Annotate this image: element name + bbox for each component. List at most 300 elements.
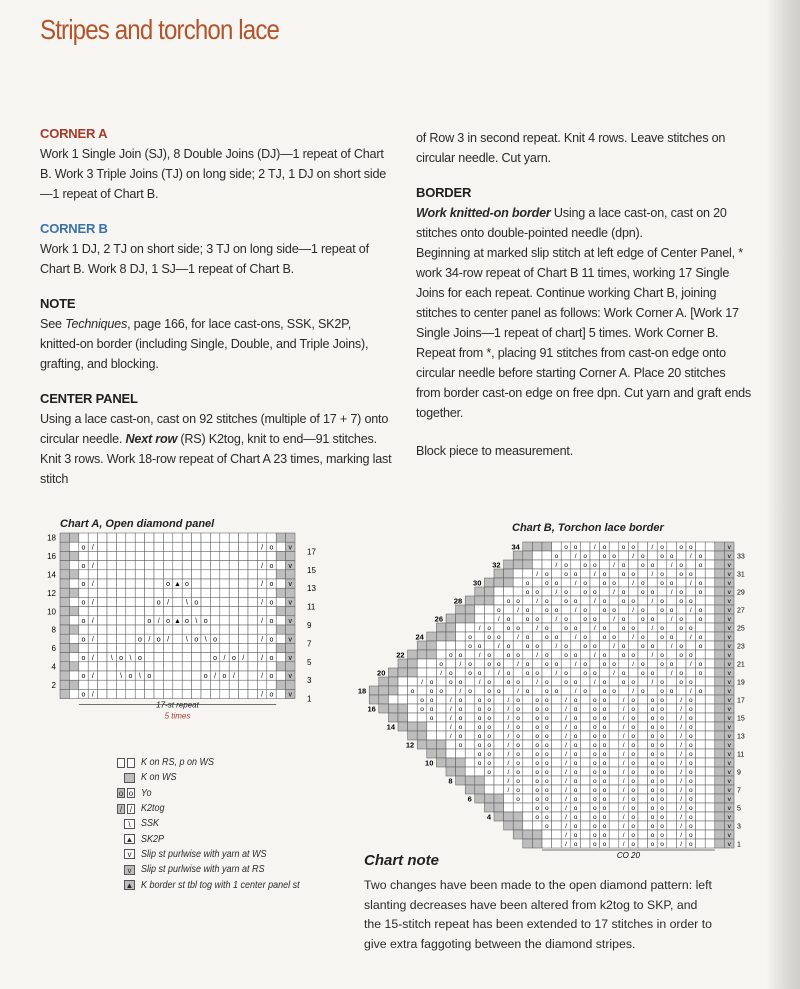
chart-b-symbol: o [583,661,588,669]
chart-b-cell [705,731,715,740]
chart-a-cell [210,561,219,570]
chart-b-cell [638,776,648,785]
chart-b-cell [523,830,533,839]
chart-b-cell [552,767,562,776]
chart-b-symbol: o [592,643,597,651]
chart-b-slip-symbol: v [727,715,731,723]
chart-a-cell [182,671,191,680]
chart-b-symbol: o [660,787,664,795]
chart-b-cell [465,740,475,749]
chart-b-symbol: / [449,715,452,723]
chart-b-cell [580,758,590,767]
chart-b-cell [667,803,677,812]
chart-b-cell [715,623,725,632]
chart-b-cell [715,551,725,560]
chart-b-symbol: o [660,598,664,606]
chart-a-cell [60,561,69,570]
chart-a-cell [116,616,125,625]
chart-b-symbol: o [592,832,597,840]
chart-b-cell [427,722,437,731]
chart-b-cell [494,758,504,767]
legend-label: K on WS [141,772,177,784]
chart-b-cell [705,587,715,596]
chart-b-cell [523,803,533,812]
chart-b-cell [705,551,715,560]
chart-a-cell [116,607,125,616]
chart-b-symbol: o [525,688,530,696]
chart-a-cell [163,542,172,551]
chart-b-symbol: / [622,778,625,786]
chart-a-cell [163,588,172,597]
chart-b-cell [705,542,715,551]
chart-a-cell [257,570,266,579]
chart-b-symbol: o [650,742,655,750]
chart-b-symbol: o [621,544,626,552]
chart-b-symbol: o [660,715,664,723]
chart-b-symbol: o [583,616,588,624]
chart-a-cell [257,533,266,542]
chart-b-symbol: / [651,571,654,579]
chart-b-symbol: o [592,769,597,777]
chart-b-symbol: / [622,742,625,750]
chart-a-cell [60,653,69,662]
chart-b-symbol: o [592,562,597,570]
chart-a-cell [220,588,229,597]
chart-b-symbol: / [459,661,462,669]
chart-b-cell [715,614,725,623]
chart-b-cell [638,695,648,704]
chart-a-cell [201,588,210,597]
chart-a-cell [276,616,285,625]
chart-b-symbol: o [592,805,597,813]
chart-b-cell [532,659,542,668]
chart-a-cell [126,579,135,588]
chart-b-cell [494,587,504,596]
chart-a-cell [60,616,69,625]
chart-b-cell [532,578,542,587]
chart-a-symbol: o [128,673,133,681]
chart-a-symbol: / [167,636,170,644]
chart-a-cell [107,561,116,570]
legend-label: K border st tbl tog with 1 center panel st [141,879,300,891]
chart-b-symbol: o [535,616,540,624]
chart-a-cell [210,689,219,698]
chart-b-cell [475,614,485,623]
chart-a-cell [220,643,229,652]
chart-a-cell [192,607,201,616]
chart-b-symbol: / [507,778,510,786]
chart-b-cell [552,839,562,848]
chart-a-cell [154,561,163,570]
chart-b-cell [523,551,533,560]
chart-b-symbol: o [602,751,607,759]
chart-b-cell [609,821,619,830]
chart-b-symbol: o [660,823,664,831]
chart-a-cell [69,671,78,680]
chart-a-cell [145,643,154,652]
chart-a-cell [173,551,182,560]
chart-b-slip-symbol: v [727,724,731,732]
chart-b-cell [667,776,677,785]
chart-b-cell [657,587,667,596]
legend-symbol-box: ▲ [125,835,134,845]
chart-b-cell [523,758,533,767]
chart-b-slip-symbol: v [727,796,731,804]
chart-b-cell [580,749,590,758]
chart-b-symbol: o [621,679,626,687]
chart-a-cell [248,680,257,689]
chart-b-cell [417,731,427,740]
chart-b-cell [446,659,456,668]
chart-b-cell [628,560,638,569]
chart-b-cell [696,569,706,578]
chart-b-cell [696,812,706,821]
chart-a-cell [257,643,266,652]
chart-a-cell [60,597,69,606]
chart-a-symbol: o [147,618,152,625]
chart-b-cell [580,596,590,605]
chart-b-symbol: o [525,607,530,615]
chart-a-cell [98,570,107,579]
chart-a-cell [229,561,238,570]
chart-b-cell [427,632,437,641]
chart-b-symbol: o [544,814,549,822]
chart-b-cell [705,641,715,650]
chart-a-symbol: o [184,581,189,589]
chart-a-cell [126,662,135,671]
chart-b-cell [475,587,485,596]
chart-a-cell [79,570,88,579]
chart-b-cell [715,785,725,794]
chart-a-cell [220,570,229,579]
chart-b-cell [648,551,658,560]
chart-b-symbol: o [602,841,607,849]
chart-b-cell [715,560,725,569]
chart-a-symbol: o [166,618,171,625]
chart-b-symbol: o [487,751,492,759]
chart-a-cell [126,616,135,625]
chart-a-symbol: o [222,673,227,681]
chart-b-cell [667,758,677,767]
chart-a-cell [173,597,182,606]
chart-b-cell [494,704,504,713]
chart-b-row-label: 12 [405,740,415,750]
chart-a-cell [60,625,69,634]
chart-b-row-label: 9 [737,769,741,777]
chart-b-cell [484,776,494,785]
legend-symbol [117,865,135,875]
chart-b-cell [465,749,475,758]
chart-b-cell [667,749,677,758]
chart-a-slip-symbol: v [288,581,293,589]
chart-a-cell [116,533,125,542]
chart-a-cell [229,607,238,616]
chart-a-cell [229,579,238,588]
chart-a-symbol: o [269,599,274,607]
chart-b-symbol: o [458,742,463,750]
chart-b-cell [494,776,504,785]
chart-b-cell [398,659,408,668]
chart-note-heading: Chart note [364,852,439,869]
chart-a-cell [116,579,125,588]
chart-b-cell [696,821,706,830]
chart-a-cell [69,561,78,570]
chart-b-symbol: o [573,787,578,795]
chart-b-symbol: / [507,697,510,705]
chart-b-symbol: o [660,634,664,642]
chart-b-cell [494,803,504,812]
chart-a-cell [88,662,97,671]
chart-b-symbol: o [621,625,626,633]
chart-b-symbol: o [506,670,511,678]
chart-b-symbol: o [631,715,636,723]
chart-b-cell [580,812,590,821]
chart-b-cell [552,569,562,578]
chart-b-symbol: o [612,553,616,561]
chart-b-cell [542,551,552,560]
chart-b-cell [465,650,475,659]
chart-b-symbol: / [651,598,654,606]
chart-a-cell [135,689,144,698]
chart-b-slip-symbol: v [727,598,731,606]
chart-a-cell [145,542,154,551]
chart-b-symbol: o [458,679,463,687]
chart-b-row-label: 28 [453,596,463,606]
chart-b-symbol: o [544,724,549,732]
chart-b-cell [456,623,466,632]
chart-b-symbol: o [583,589,588,597]
chart-b-symbol: o [535,796,540,804]
chart-b-symbol: / [593,598,596,606]
chart-b-symbol: o [688,625,693,633]
chart-b-symbol: o [525,634,530,642]
chart-a-cell [210,542,219,551]
chart-b-symbol: / [517,688,519,696]
chart-a-cell [276,570,285,579]
chart-a-cell [163,561,172,570]
chart-a-row-label: 8 [51,625,56,635]
chart-b-cell [609,794,619,803]
chart-a-cell [201,643,210,652]
chart-a-symbol: \ [185,599,188,607]
chart-b-symbol: / [517,607,519,615]
chart-b-cell [609,623,619,632]
chart-a-cell [60,689,69,698]
chart-b-cell [619,551,629,560]
chart-b-slip-symbol: v [727,742,731,750]
chart-a-cell [239,689,248,698]
chart-a-cell [126,533,135,542]
chart-b-symbol: o [592,823,597,831]
chart-a-row-label: 11 [307,602,316,612]
chart-a-row-label: 12 [47,588,56,598]
chart-b-symbol: o [573,697,578,705]
chart-b-cell [446,641,456,650]
chart-b-cell [580,776,590,785]
chart-a-cell [69,634,78,643]
chart-a-cell [126,570,135,579]
chart-b-cell [609,677,619,686]
chart-b-cell [494,749,504,758]
chart-b-symbol: o [573,706,578,714]
chart-b-cell [504,578,514,587]
chart-b-cell [494,695,504,704]
chart-b-cell [609,731,619,740]
chart-b-symbol: o [506,598,511,606]
chart-b-slip-symbol: v [727,697,731,705]
chart-a-cell [107,643,116,652]
chart-b-symbol: o [640,634,645,642]
chart-a-cell [248,662,257,671]
chart-a-symbol: o [137,636,142,644]
chart-b-symbol: o [650,841,655,849]
chart-b-row-label: 32 [492,560,501,570]
chart-b-cell [552,695,562,704]
chart-b-symbol: / [680,697,683,705]
chart-a-slip-symbol: v [288,618,293,625]
chart-b-cell [667,542,677,551]
chart-b-symbol: o [583,580,588,588]
chart-b-cell [580,677,590,686]
chart-b-cell [494,677,504,686]
chart-a-row-label: 14 [47,570,56,580]
chart-a-cell [239,680,248,689]
chart-b-symbol: / [555,616,558,624]
chart-a-cell [248,570,257,579]
chart-b-symbol: o [650,697,655,705]
chart-b-cell [696,731,706,740]
chart-a-cell [182,643,191,652]
chart-b-symbol: / [689,553,692,561]
chart-a-cell [145,579,154,588]
chart-b-cell [484,605,494,614]
legend-symbol [117,758,135,768]
chart-a-cell [210,680,219,689]
chart-b-cell [446,686,456,695]
chart-a-symbol: / [91,599,94,607]
chart-b-symbol: o [621,670,626,678]
chart-b-cell [513,641,523,650]
chart-a-symbol: / [214,673,217,681]
chart-b-row-label: 17 [737,697,745,705]
chart-b-cell [436,623,446,632]
chart-b-cell [552,740,562,749]
chart-a-cell [276,662,285,671]
chart-a-cell [239,542,248,551]
chart-b-symbol: o [573,571,578,579]
chart-b-cell [379,695,389,704]
chart-b-symbol: / [565,706,567,714]
chart-b-cell [523,623,533,632]
chart-b-cell [513,569,523,578]
chart-a-grid [60,533,295,699]
chart-b-cell [475,632,485,641]
chart-b-symbol: o [516,796,520,804]
right-column [416,128,752,461]
chart-b-cell [609,830,619,839]
chart-a-cell [192,671,201,680]
legend-label: Slip st purlwise with yarn at RS [141,864,265,876]
chart-b-symbol: o [660,778,664,786]
chart-b-symbol: o [516,742,520,750]
chart-b-symbol: / [565,814,567,822]
chart-b-cell [638,821,648,830]
chart-b-cell [705,767,715,776]
chart-b-symbol: o [535,778,540,786]
chart-a-symbol: / [232,673,235,681]
chart-b-symbol: o [669,607,674,615]
chart-b-cell [542,668,552,677]
chart-a-cell [145,662,154,671]
chart-b-symbol: o [544,688,549,696]
chart-b-symbol: o [573,652,578,660]
chart-b-cell [388,713,398,722]
chart-b-cell [523,776,533,785]
note-text: See Techniques, page 166, for lace cast-ons, SSK, SK2P, knitted-on border (including Single, Double, and Triple Joins), grafting, and blocking. [40,317,369,371]
chart-a-row-label: 18 [47,533,56,543]
chart-b-symbol: / [680,814,683,822]
chart-b-symbol: o [525,589,530,597]
chart-b-symbol: o [516,715,520,723]
chart-b-cell [705,578,715,587]
chart-b-symbol: o [602,706,607,714]
chart-a-cell [192,579,201,588]
chart-b-cell [580,650,590,659]
chart-b-symbol: o [602,598,607,606]
chart-b-cell [436,641,446,650]
chart-a-cell [201,662,210,671]
chart-b-symbol: o [420,697,424,705]
chart-b-symbol: o [660,769,664,777]
chart-a-symbol: o [269,562,274,570]
chart-a-cell [192,588,201,597]
chart-b-symbol: o [621,571,626,579]
chart-b-cell [705,704,715,713]
chart-b-cell [696,758,706,767]
chart-b-slip-symbol: v [727,625,731,633]
chart-b-symbol: o [573,715,578,723]
chart-b-cell [571,668,581,677]
chart-b-symbol: / [536,598,539,606]
chart-a-cell [69,597,78,606]
chart-b-symbol: o [487,706,492,714]
chart-b-symbol: / [632,634,635,642]
chart-b-cell [504,605,514,614]
chart-b-cell [475,776,485,785]
chart-a-cell [192,653,201,662]
chart-b-symbol: / [680,760,683,768]
chart-b-cell [638,758,648,767]
chart-b-symbol: / [680,841,683,849]
chart-a-cell [201,680,210,689]
chart-b-symbol: o [640,616,645,624]
chart-b-cell [715,776,725,785]
chart-b-cell [571,614,581,623]
chart-a-cell [173,634,182,643]
chart-b-cell [696,623,706,632]
chart-b-cell [427,659,437,668]
chart-b-symbol: o [468,688,472,696]
chart-b-symbol: o [506,616,511,624]
chart-b-cell [542,560,552,569]
chart-b-slip-symbol: v [727,607,731,615]
chart-b-cell [676,659,686,668]
chart-a-slip-symbol: v [288,654,293,662]
chart-b-symbol: o [544,787,549,795]
chart-b-cell [456,749,466,758]
chart-b-cell [696,830,706,839]
chart-a-cell [107,634,116,643]
